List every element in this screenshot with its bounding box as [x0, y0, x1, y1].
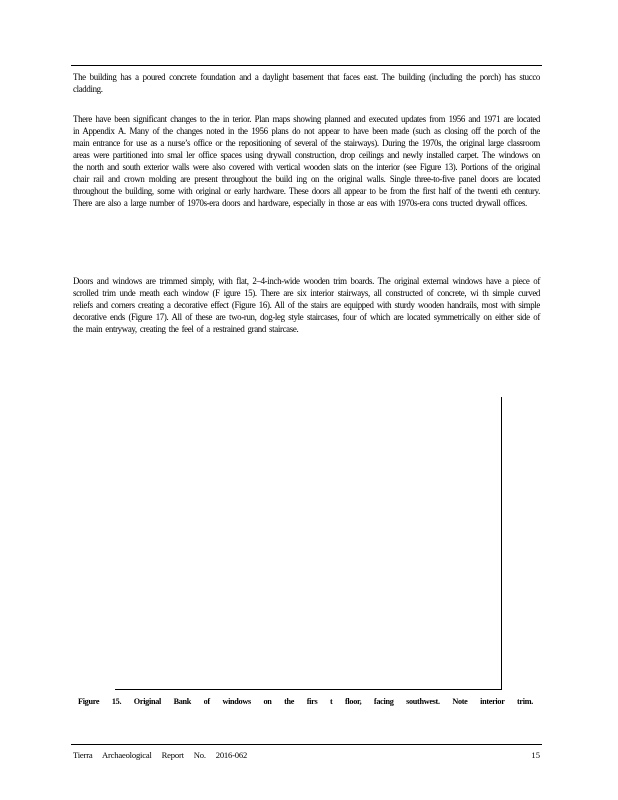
footer-rule: [71, 744, 542, 745]
paragraph-foundation: The building has a poured concrete foundation and a daylight basement that faces east. The building (including the porch) has stucco cladding.: [73, 72, 540, 94]
paragraph-interior-changes: There have been significant changes to the in terior. Plan maps showing planned and executed updates from 1956 and 1971 are located in Appendix A. Many of the changes noted in the 1956 plans do not appear to have been made (such as closing off the porch of the main entrance for use as a nurse’s office or the repositioning of several of the stairways). During the 1970s, the original large classroom areas were partitioned into smal ler office spaces using drywall construction, drop ceilings and newly installed carpet. The windows on the north and south exterior walls were also covered with vertical wooden slats on the interior (see Figure 13). Portions of the original chair rail and crown molding are present throughout the build ing on the original walls. Single three-to-five panel doors are located throughout the building, some with original or early hardware. These doors all appear to be from the first half of the twenti eth century. There are also a large number of 1970s-era doors and hardware, especially in those ar eas with 1970s-era cons tructed drywall offices.: [73, 114, 540, 208]
footer-page-number: 15: [531, 750, 540, 760]
header-rule: [71, 65, 542, 66]
paragraph-doors-windows: Doors and windows are trimmed simply, with flat, 2–4-inch-wide wooden trim boards. The original external windows have a piece of scrolled trim unde rneath each window (F igure 15). There are six interior stairways, all constructed of concrete, wi th simple curved reliefs and corners creating a decorative effect (Figure 16). All of the stairs are equipped with sturdy wooden handrails, most with simple decorative ends (Figure 17). All of these are two-run, dog-leg style staircases, four of which are located symmetrically on either side of the main entryway, creating the feel of a restrained grand staircase.: [73, 276, 540, 334]
figure-15-caption: Figure 15. Original Bank of windows on the firs t floor, facing southwest. Note interior trim.: [78, 697, 533, 706]
footer-report-title: Tierra Archaeological Report No. 2016-062: [73, 750, 248, 760]
figure-15-image-frame: [115, 397, 502, 690]
